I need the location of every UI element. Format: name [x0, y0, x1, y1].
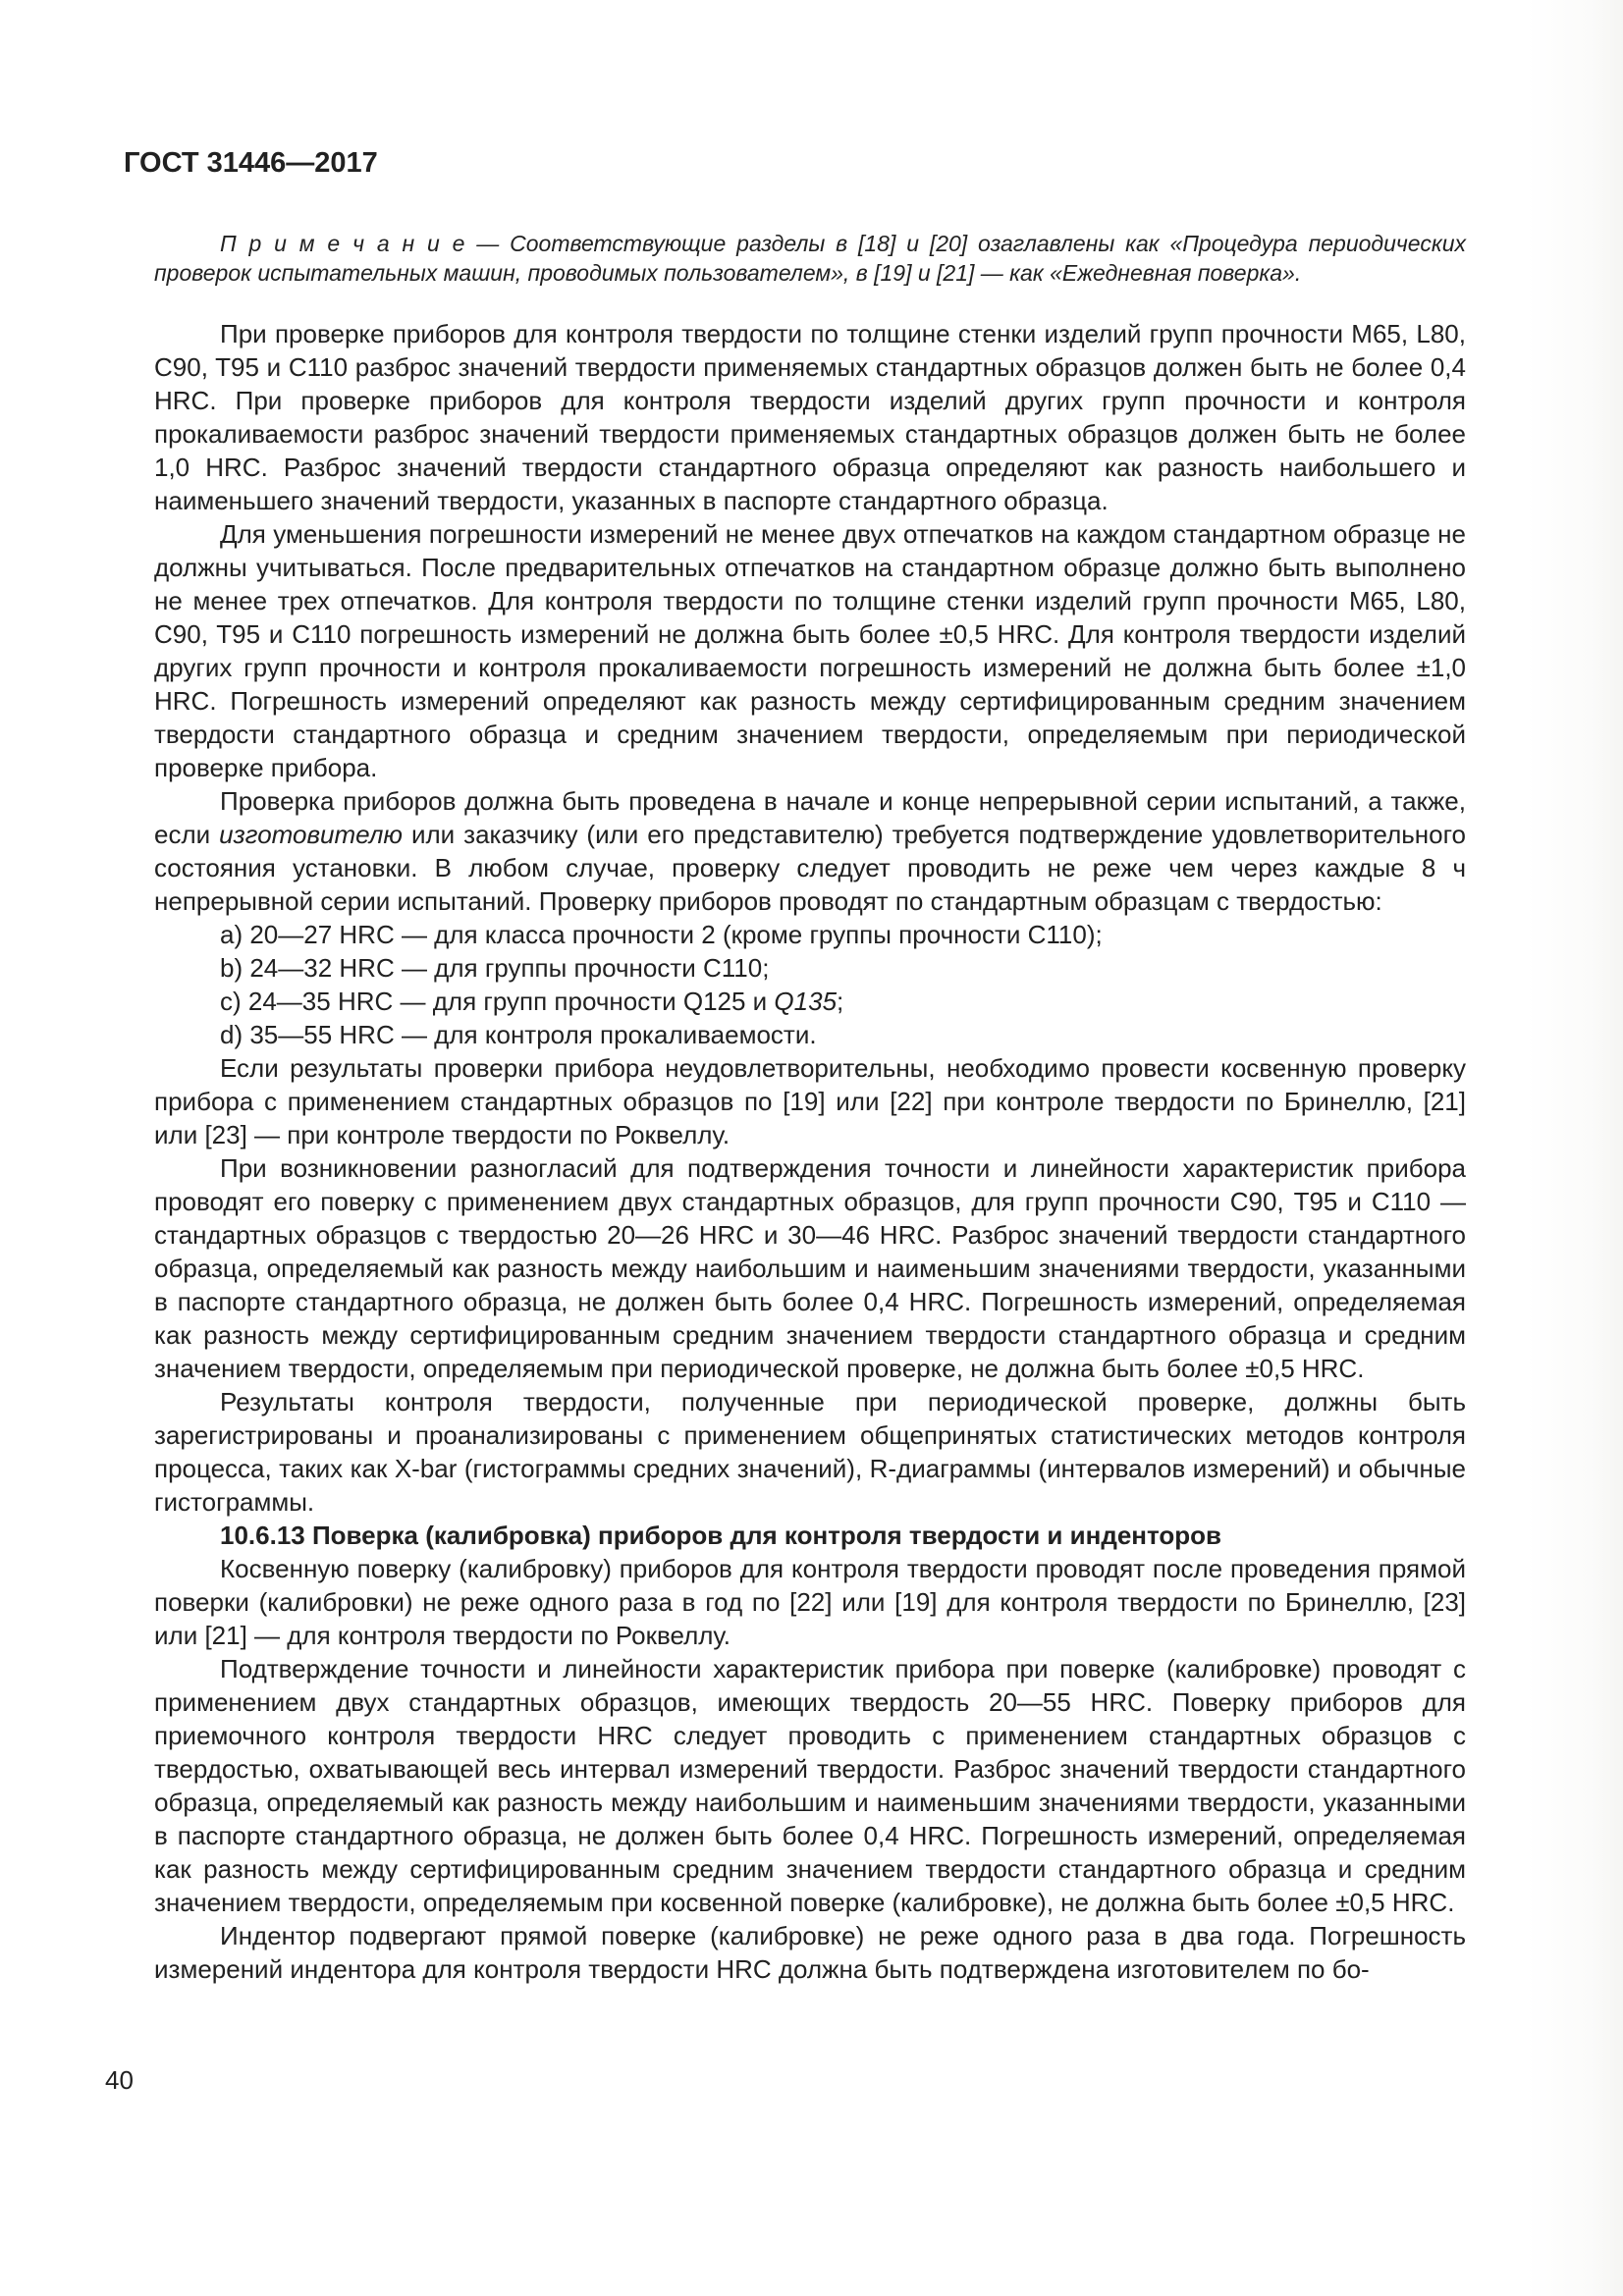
paragraph — [154, 1151, 1466, 1385]
text-segment: При возникновении разногласий для подтверждения точности и линейности характеристик прибора проводят его поверку с применением двух стандартных образцов, для групп прочности С90, Т95 и С110 — стандартных образцов с твердостью 20—26 HRC и 30—46 HRC. Разброс значений твердости стандартного образца, определяемый как разность между наибольшим и наименьшим значениями твердости, указанными в паспорте стандартного образца, не должен быть более 0,4 HRC. Погрешность измерений, определяемая как разность между сертифицированным средним значением твердости стандартного образца и средним значением твердости, определяемым при периодической проверке, не должна быть более ±0,5 HRC. — [154, 1153, 1466, 1383]
list-item — [154, 918, 1466, 951]
paragraph — [154, 1552, 1466, 1652]
text-segment: c) 24—35 HRC — для групп прочности Q125 и — [220, 987, 775, 1016]
text-segment: Индентор подвергают прямой поверке (калибровке) не реже одного раза в два года. Погрешность измерений индентора для контроля твердости HRC должна быть подтверждена изготовителем по бо- — [154, 1921, 1466, 1984]
paragraph — [154, 784, 1466, 918]
list-item — [154, 1018, 1466, 1051]
note-text: — Соответствующие разделы в [18] и [20] озаглавлены как «Процедура периодических проверок испытательных машин, проводимых пользователем», в [19] и [21] — как «Ежедневная поверка». — [154, 231, 1466, 286]
paragraph — [154, 1051, 1466, 1151]
text-segment: a) 20—27 HRC — для класса прочности 2 (кроме группы прочности С110); — [220, 920, 1103, 949]
paragraph — [154, 1652, 1466, 1919]
italic-text: Q135 — [774, 987, 838, 1016]
document-header: ГОСТ 31446—2017 — [124, 147, 378, 179]
note-paragraph — [154, 229, 1466, 288]
paragraph — [154, 1919, 1466, 1986]
text-segment: Результаты контроля твердости, полученные при периодической проверке, должны быть зарегистрированы и проанализированы с применением общепринятых статистических методов контроля процесса, таких как X-bar (гистограммы средних значений), R-диаграммы (интервалов измерений) и обычные гистограммы. — [154, 1387, 1466, 1517]
text-segment: b) 24—32 HRC — для группы прочности С110; — [220, 953, 770, 983]
page-number: 40 — [105, 2065, 134, 2095]
text-segment: Косвенную поверку (калибровку) приборов для контроля твердости проводят после проведения прямой поверки (калибровки) не реже одного раза в год по [22] или [19] для контроля твердости по Бринеллю, [23] или [21] — для контроля твердости по Роквеллу. — [154, 1554, 1466, 1650]
text-segment: d) 35—55 HRC — для контроля прокаливаемости. — [220, 1020, 817, 1049]
text-segment: или заказчику (или его представителю) требуется подтверждение удовлетворительного состояния установки. В любом случае, проверку следует проводить не реже чем через каждые 8 ч непрерывной серии испытаний. Проверку приборов проводят по стандартным образцам с твердостью: — [154, 820, 1466, 916]
paragraph — [154, 1385, 1466, 1519]
text-segment: ; — [837, 987, 844, 1016]
text-segment: Если результаты проверки прибора неудовлетворительны, необходимо провести косвенную проверку прибора с применением стандартных образцов по [19] или [22] при контроле твердости по Бринеллю, [21] или [23] — при контроле твердости по Роквеллу. — [154, 1053, 1466, 1149]
text-segment: Проверка приборов должна быть проведена в начале и конце непрерывной серии испытаний, а также, если — [154, 786, 1466, 849]
text-segment: Подтверждение точности и линейности характеристик прибора при поверке (калибровке) проводят с применением двух стандартных образцов, имеющих твердость 20—55 HRC. Поверку приборов для приемочного контроля твердости HRC следует проводить с применением стандартных образцов с твердостью, охватывающей весь интервал измерений твердости. Разброс значений твердости стандартного образца, определяемый как разность между наибольшим и наименьшим значениями твердости, указанными в паспорте стандартного образца, не должен быть более 0,4 HRC. Погрешность измерений, определяемая как разность между сертифицированным средним значением твердости стандартного образца и средним значением твердости, определяемым при косвенной поверке (калибровке), не должна быть более ±0,5 HRC. — [154, 1654, 1466, 1917]
list-item — [154, 951, 1466, 985]
paragraph — [154, 317, 1466, 517]
list-item — [154, 985, 1466, 1018]
text-segment: Для уменьшения погрешности измерений не менее двух отпечатков на каждом стандартном образце не должны учитываться. После предварительных отпечатков на стандартном образце должно быть выполнено не менее трех отпечатков. Для контроля твердости по толщине стенки изделий групп прочности М65, L80, C90, T95 и C110 погрешность измерений не должна быть более ±0,5 HRC. Для контроля твердости изделий других групп прочности и контроля прокаливаемости погрешность измерений не должна быть более ±1,0 HRC. Погрешность измерений определяют как разность между сертифицированным средним значением твердости стандартного образца и средним значением твердости, определяемым при периодической проверке прибора. — [154, 519, 1466, 782]
section-heading — [154, 1519, 1466, 1552]
text-segment: 10.6.13 Поверка (калибровка) приборов для контроля твердости и инденторов — [220, 1521, 1222, 1550]
paragraph — [154, 517, 1466, 784]
text-segment: При проверке приборов для контроля твердости по толщине стенки изделий групп прочности М65, L80, C90, T95 и C110 разброс значений твердости применяемых стандартных образцов должен быть не более 0,4 HRC. При проверке приборов для контроля твердости изделий других групп прочности и контроля прокаливаемости разброс значений твердости применяемых стандартных образцов должен быть не более 1,0 HRC. Разброс значений твердости стандартного образца определяют как разность наибольшего и наименьшего значений твердости, указанных в паспорте стандартного образца. — [154, 319, 1466, 515]
italic-text: изготовителю — [219, 820, 403, 849]
document-body — [154, 229, 1466, 1986]
note-label: П р и м е ч а н и е — [220, 231, 466, 256]
